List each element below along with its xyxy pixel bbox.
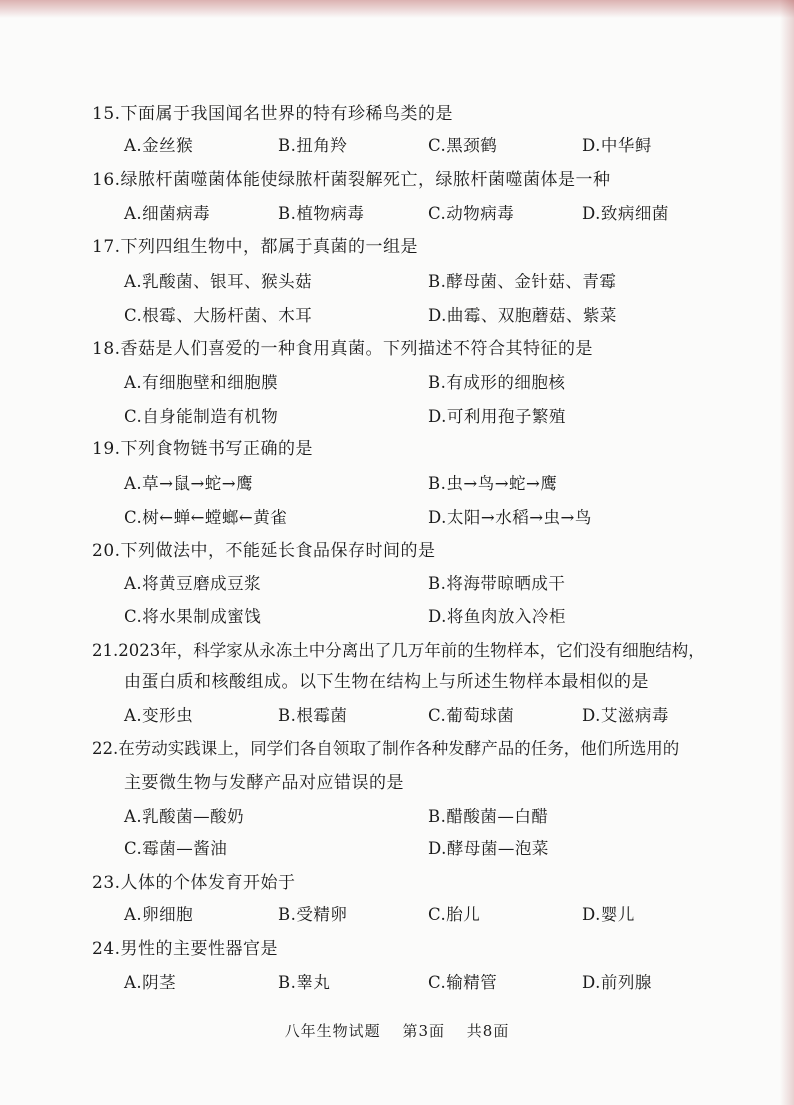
- question-20-stem: 20.下列做法中，不能延长食品保存时间的是: [92, 541, 436, 561]
- scan-edge-shadow: [780, 0, 794, 1105]
- question-24-option-d: D.前列腺: [582, 973, 652, 992]
- question-15-stem: 15.下面属于我国闻名世界的特有珍稀鸟类的是: [92, 104, 454, 124]
- question-23-option-b: B.受精卵: [278, 905, 348, 924]
- question-19-option-d: D.太阳→水稻→虫→鸟: [428, 508, 592, 527]
- question-18-option-a: A.有细胞壁和细胞膜: [124, 373, 279, 392]
- question-22-stem-continued: 主要微生物与发酵产品对应错误的是: [124, 773, 404, 793]
- question-24-stem: 24.男性的主要性器官是: [92, 939, 279, 959]
- question-18-option-d: D.可利用孢子繁殖: [428, 407, 566, 426]
- question-21-option-c: C.葡萄球菌: [428, 706, 515, 725]
- page-footer: [0, 1020, 794, 1041]
- question-19-option-b: B.虫→鸟→蛇→鹰: [428, 474, 558, 493]
- question-24-option-c: C.输精管: [428, 973, 498, 992]
- question-18-option-c: C.自身能制造有机物: [124, 407, 279, 426]
- question-16-option-b: B.植物病毒: [278, 204, 365, 223]
- question-20-option-b: B.将海带晾晒成干: [428, 574, 566, 593]
- question-21-stem: 21.2023年，科学家从永冻土中分离出了几万年前的生物样本，它们没有细胞结构，: [92, 641, 705, 660]
- footer-subject: 八年生物试题: [284, 1022, 381, 1040]
- question-24-option-a: A.阴茎: [124, 973, 177, 992]
- question-16-option-d: D.致病细菌: [582, 204, 669, 223]
- question-22-option-b: B.醋酸菌—白醋: [428, 807, 549, 826]
- question-19-option-a: A.草→鼠→蛇→鹰: [124, 474, 254, 493]
- question-22-option-c: C.霉菌—酱油: [124, 839, 228, 858]
- question-20-option-d: D.将鱼肉放入冷柜: [428, 607, 566, 626]
- question-19-option-c: C.树←蝉←螳螂←黄雀: [124, 508, 288, 527]
- question-16-stem: 16.绿脓杆菌噬菌体能使绿脓杆菌裂解死亡，绿脓杆菌噬菌体是一种: [92, 170, 611, 190]
- question-23-option-d: D.婴儿: [582, 905, 635, 924]
- question-20-option-a: A.将黄豆磨成豆浆: [124, 574, 262, 593]
- question-17-option-c: C.根霉、大肠杆菌、木耳: [124, 306, 313, 325]
- question-16-option-a: A.细菌病毒: [124, 204, 211, 223]
- question-22-option-d: D.酵母菌—泡菜: [428, 839, 549, 858]
- question-23-option-c: C.胎儿: [428, 905, 481, 924]
- question-15-option-b: B.扭角羚: [278, 136, 348, 155]
- question-21-option-a: A.变形虫: [124, 706, 194, 725]
- question-15-option-a: A.金丝猴: [124, 136, 194, 155]
- question-22-option-a: A.乳酸菌—酸奶: [124, 807, 245, 826]
- question-24-option-b: B.睾丸: [278, 973, 331, 992]
- question-19-stem: 19.下列食物链书写正确的是: [92, 439, 314, 459]
- footer-page-number: 第3面: [402, 1022, 445, 1040]
- question-18-option-b: B.有成形的细胞核: [428, 373, 566, 392]
- question-23-option-a: A.卵细胞: [124, 905, 194, 924]
- question-15-option-d: D.中华鲟: [582, 136, 652, 155]
- question-15-option-c: C.黑颈鹤: [428, 136, 498, 155]
- question-22-stem: 22.在劳动实践课上，同学们各自领取了制作各种发酵产品的任务，他们所选用的: [92, 739, 680, 758]
- scan-top-band: [0, 0, 794, 18]
- question-23-stem: 23.人体的个体发育开始于: [92, 873, 296, 893]
- question-17-stem: 17.下列四组生物中，都属于真菌的一组是: [92, 237, 419, 257]
- question-18-stem: 18.香菇是人们喜爱的一种食用真菌。下列描述不符合其特征的是: [92, 339, 594, 359]
- question-16-option-c: C.动物病毒: [428, 204, 515, 223]
- question-17-option-a: A.乳酸菌、银耳、猴头菇: [124, 272, 313, 291]
- question-17-option-d: D.曲霉、双胞蘑菇、紫菜: [428, 306, 617, 325]
- footer-total-pages: 共8面: [466, 1022, 510, 1040]
- question-20-option-c: C.将水果制成蜜饯: [124, 607, 262, 626]
- question-21-stem-continued: 由蛋白质和核酸组成。以下生物在结构上与所述生物样本最相似的是: [124, 672, 649, 692]
- question-21-option-b: B.根霉菌: [278, 706, 348, 725]
- question-17-option-b: B.酵母菌、金针菇、青霉: [428, 272, 617, 291]
- question-21-option-d: D.艾滋病毒: [582, 706, 669, 725]
